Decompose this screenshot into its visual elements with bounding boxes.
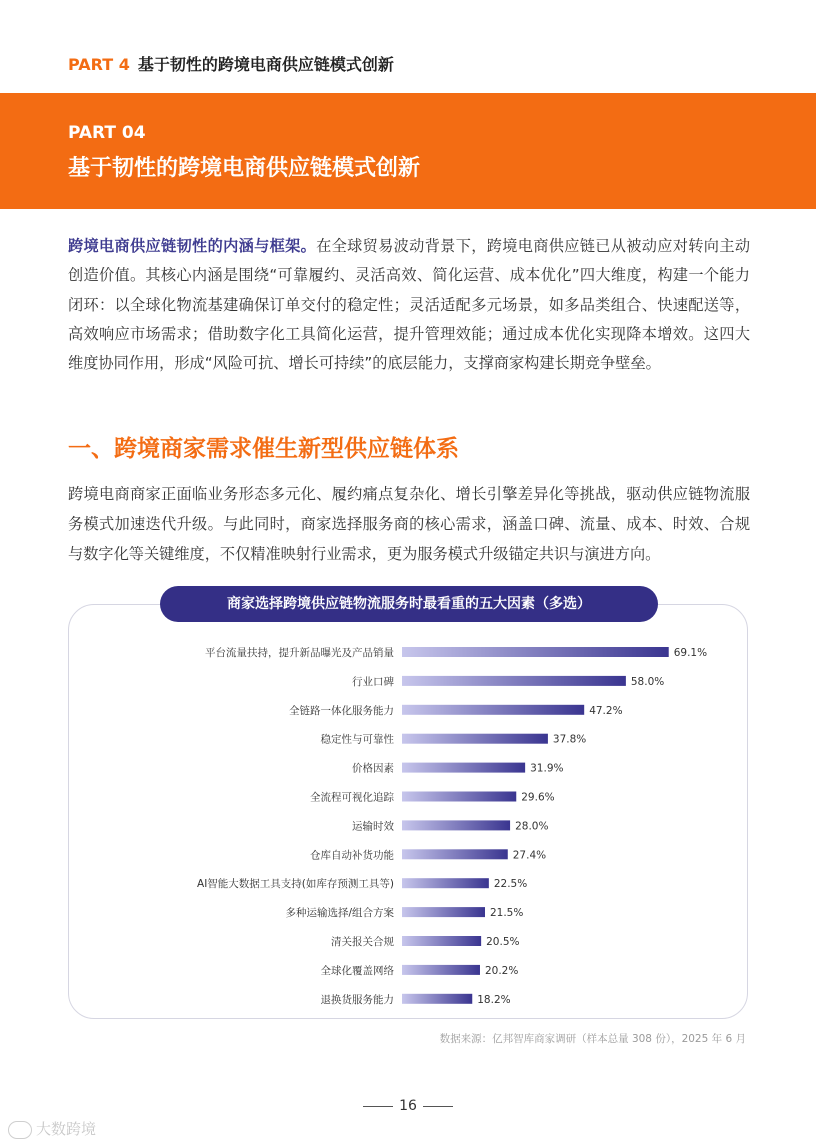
bar xyxy=(402,965,480,975)
category-label: 全流程可视化追踪 xyxy=(310,791,394,804)
category-label: 全球化覆盖网络 xyxy=(320,964,394,977)
value-label: 18.2% xyxy=(477,993,511,1006)
section-paragraph: 跨境电商商家正面临业务形态多元化、履约痛点复杂化、增长引擎差异化等挑战，驱动供应链物流服务模式加速迭代升级。与此同时，商家选择服务商的核心需求，涵盖口碑、流量、成本、时效、合规与数字化等关键维度，不仅精准映射行业需求，更为服务模式升级锚定共识与演进方向。 xyxy=(68,485,750,563)
category-label: 平台流量扶持，提升新品曝光及产品销量 xyxy=(205,647,394,659)
intro-paragraph xyxy=(68,232,750,378)
category-label: 稳定性与可靠性 xyxy=(320,733,394,746)
bar xyxy=(402,705,584,715)
category-label: 多种运输选择/组合方案 xyxy=(285,907,394,920)
bar xyxy=(402,878,489,888)
value-label: 29.6% xyxy=(521,791,555,804)
running-header-part: PART 4 xyxy=(68,55,130,74)
value-label: 37.8% xyxy=(552,733,587,746)
value-label: 20.2% xyxy=(484,964,519,977)
section-heading: 一、跨境商家需求催生新型供应链体系 xyxy=(68,436,459,462)
category-label: 仓库自动补货功能 xyxy=(310,849,394,862)
running-header-title: 基于韧性的跨境电商供应链模式创新 xyxy=(137,55,394,74)
bar xyxy=(402,849,508,859)
bar-chart xyxy=(68,630,748,1015)
category-label: 行业口碑 xyxy=(352,675,394,688)
bar xyxy=(402,792,516,802)
bar xyxy=(402,936,481,946)
bar xyxy=(402,907,485,917)
value-label: 69.1% xyxy=(673,647,708,659)
page-number-text: 16 xyxy=(399,1098,417,1114)
value-label: 20.5% xyxy=(486,936,520,948)
part-banner xyxy=(0,93,816,209)
watermark xyxy=(8,1118,96,1139)
category-label: 退换货服务能力 xyxy=(320,993,394,1006)
category-label: AI智能大数据工具支持(如库存预测工具等) xyxy=(197,878,394,891)
category-label: 运输时效 xyxy=(352,820,394,833)
intro-lead: 跨境电商供应链韧性的内涵与框架。 xyxy=(68,237,317,255)
page-number-dash-left xyxy=(363,1106,393,1107)
banner-part-label: PART 04 xyxy=(68,123,146,143)
value-label: 27.4% xyxy=(512,849,547,862)
watermark-text: 大数跨境 xyxy=(36,1120,97,1138)
page-number-dash-right xyxy=(423,1106,453,1107)
data-source-note: 数据来源：亿邦智库商家调研（样本总量 308 份），2025 年 6 月 xyxy=(439,1033,746,1045)
value-label: 28.0% xyxy=(515,820,549,833)
category-label: 清关报关合规 xyxy=(331,936,394,948)
page-number xyxy=(0,1098,816,1114)
category-label: 全链路一体化服务能力 xyxy=(289,704,394,717)
bar xyxy=(402,647,669,657)
bar xyxy=(402,734,548,744)
bar xyxy=(402,820,510,830)
banner-title: 基于韧性的跨境电商供应链模式创新 xyxy=(68,156,421,181)
chart-title: 商家选择跨境供应链物流服务时最看重的五大因素（多选） xyxy=(160,586,658,622)
category-label: 价格因素 xyxy=(352,762,394,775)
running-header xyxy=(68,52,394,75)
value-label: 22.5% xyxy=(493,878,528,891)
value-label: 47.2% xyxy=(589,704,623,717)
watermark-logo-icon xyxy=(8,1121,32,1139)
intro-body: 在全球贸易波动背景下，跨境电商供应链已从被动应对转向主动创造价值。其核心内涵是围绕“可靠履约、灵活高效、简化运营、成本优化”四大维度，构建一个能力闭环：以全球化物流基建确保订单交付的稳定性；灵活适配多元场景，如多品类组合、快速配送等，高效响应市场需求；借助数字化工具简化运营，提升管理效能；通过成本优化实现降本增效。这四大维度协同作用，形成“风险可抗、增长可持续”的底层能力，支撑商家构建长期竞争壁垒。 xyxy=(68,237,751,373)
bar xyxy=(402,676,626,686)
bar xyxy=(402,994,472,1004)
value-label: 31.9% xyxy=(530,762,564,775)
value-label: 58.0% xyxy=(630,675,665,688)
value-label: 21.5% xyxy=(489,907,524,920)
bar xyxy=(402,763,525,773)
